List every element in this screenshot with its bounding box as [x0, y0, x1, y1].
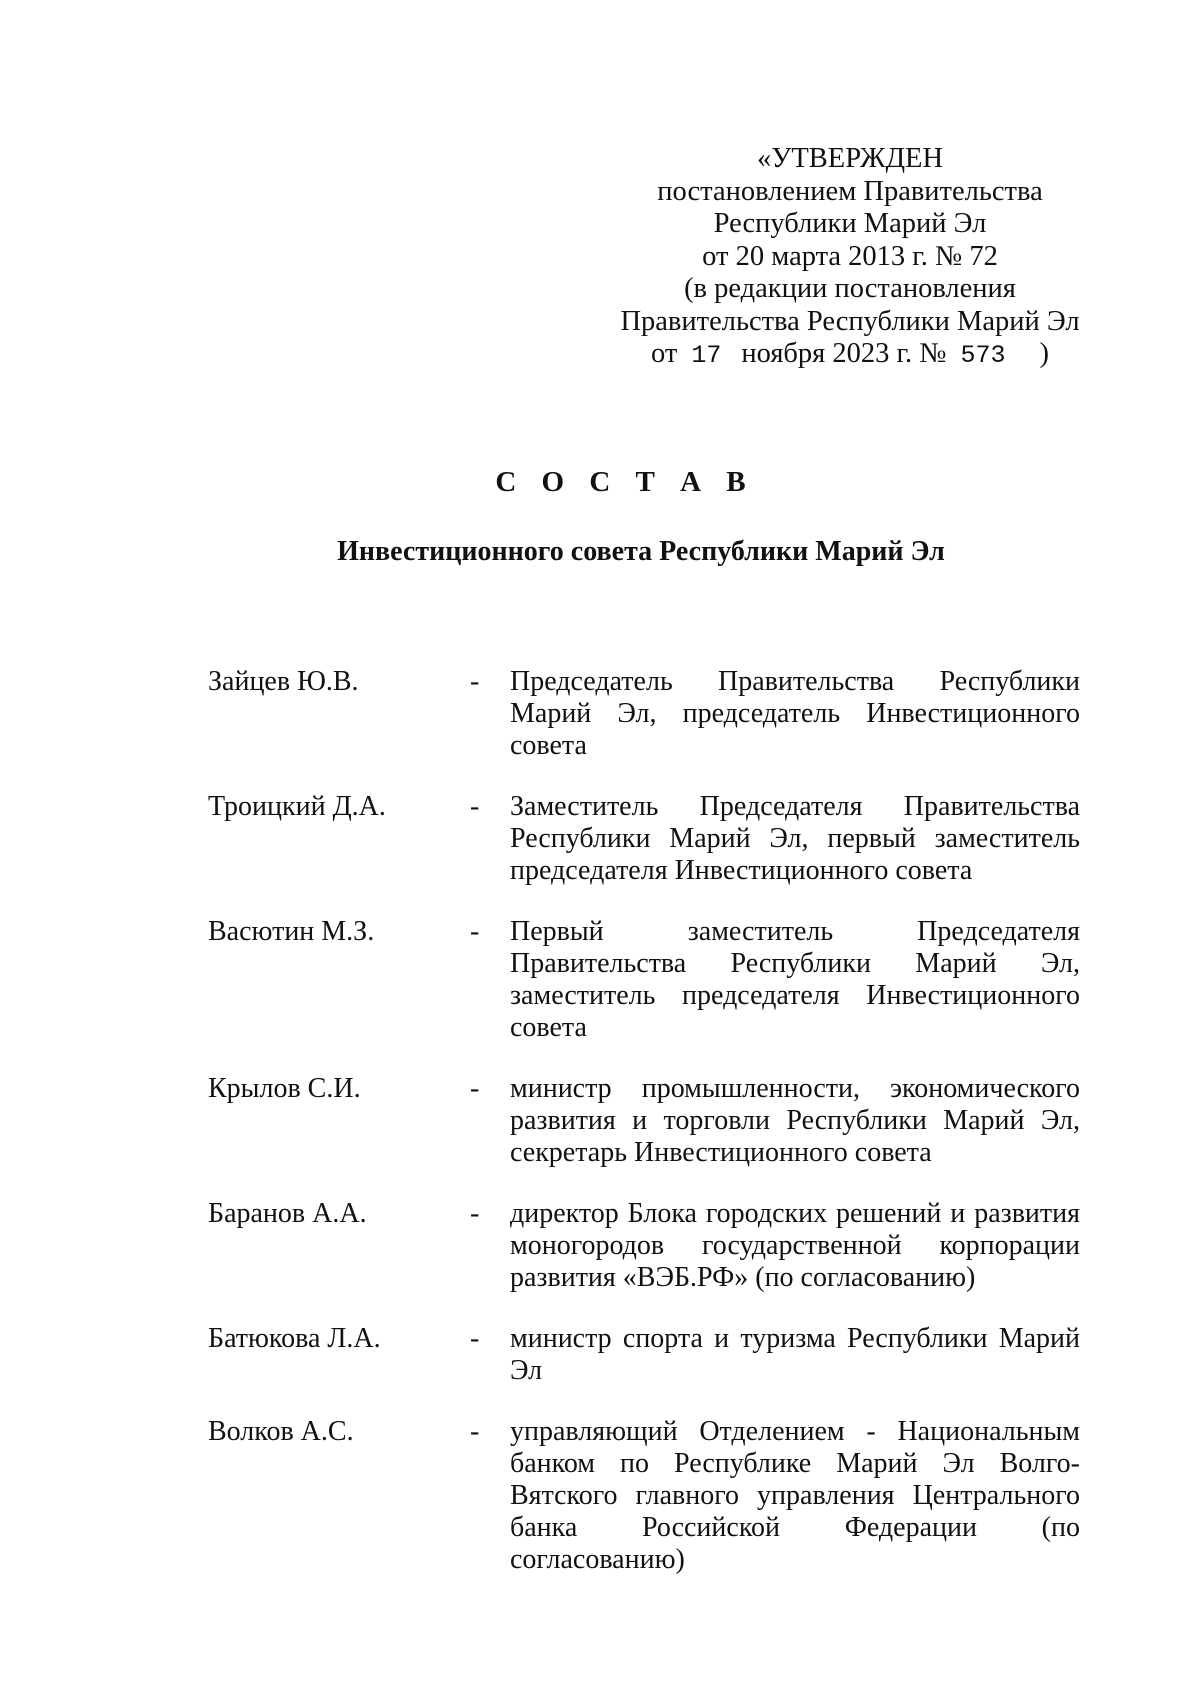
member-row [208, 1073, 1088, 1169]
revision-number: 573 [960, 341, 1006, 370]
member-role: министр спорта и туризма Республики Марий Эл [510, 1323, 1080, 1386]
document-subtitle: Инвестиционного совета Республики Марий Эл [337, 536, 945, 567]
revision-close: ) [1039, 338, 1049, 369]
member-row [208, 916, 1088, 1044]
approval-line: (в редакции постановления [684, 273, 1016, 304]
member-role: директор Блока городских решений и развития моногородов государственной корпорации развития «ВЭБ.РФ» (по согласованию) [510, 1198, 1080, 1293]
approval-heading: «УТВЕРЖДЕН [756, 143, 944, 174]
members-list [208, 666, 1088, 1576]
member-name: Крылов С.И. [208, 1073, 361, 1104]
member-role: Заместитель Председателя Правительства Республики Марий Эл, первый заместитель председателя Инвестиционного совета [510, 791, 1080, 886]
member-name: Троицкий Д.А. [208, 791, 386, 822]
approval-stamp [610, 143, 1090, 373]
member-dash: - [470, 791, 480, 822]
member-name: Баранов А.А. [208, 1198, 367, 1229]
approval-revision-date [610, 338, 1090, 373]
member-name: Волков А.С. [208, 1416, 354, 1447]
member-name: Васютин М.З. [208, 916, 375, 947]
member-dash: - [470, 916, 480, 947]
member-role: Первый заместитель Председателя Правительства Республики Марий Эл, заместитель председателя Инвестиционного совета [510, 916, 1080, 1043]
revision-prefix: от [651, 338, 678, 369]
member-dash: - [470, 1198, 480, 1229]
member-row [208, 1416, 1088, 1576]
member-dash: - [470, 1416, 480, 1447]
approval-line: Правительства Республики Марий Эл [620, 305, 1080, 337]
member-name: Батюкова Л.А. [208, 1323, 381, 1354]
revision-day: 17 [691, 341, 722, 370]
member-role: министр промышленности, экономического развития и торговли Республики Марий Эл, секретарь Инвестиционного совета [510, 1073, 1080, 1168]
document-title: С О С Т А В [495, 466, 755, 498]
approval-line: Республики Марий Эл [713, 208, 987, 239]
member-row [208, 666, 1088, 762]
member-role: Председатель Правительства Республики Марий Эл, председатель Инвестиционного совета [510, 666, 1080, 761]
member-row [208, 1323, 1088, 1387]
approval-original-date: от 20 марта 2013 г. № 72 [702, 240, 998, 272]
member-dash: - [470, 1323, 480, 1354]
revision-month-year: ноября 2023 г. № [741, 338, 947, 369]
member-name: Зайцев Ю.В. [208, 666, 359, 697]
member-row [208, 1198, 1088, 1294]
member-dash: - [470, 1073, 480, 1104]
member-row [208, 791, 1088, 887]
approval-line: постановлением Правительства [657, 175, 1043, 207]
member-role: управляющий Отделением - Национальным банком по Республике Марий Эл Волго-Вятского главного управления Центрального банка Российской Федерации (по согласованию) [510, 1416, 1080, 1575]
member-dash: - [470, 666, 480, 697]
